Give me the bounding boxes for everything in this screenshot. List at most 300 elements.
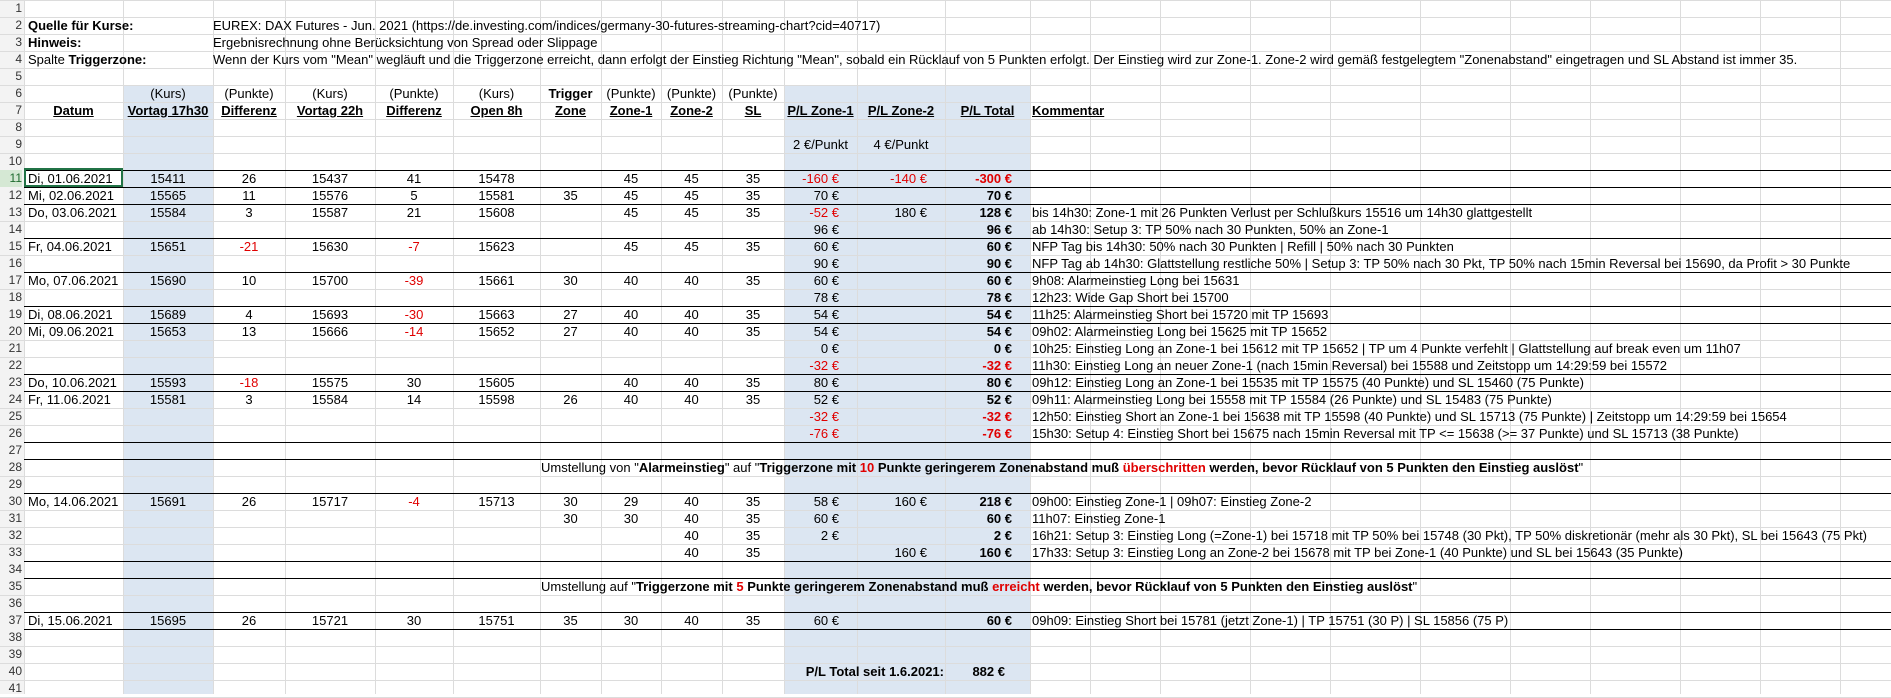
row-number[interactable]: 29 (8, 477, 22, 491)
cell-z2[interactable]: 40 (684, 613, 699, 628)
note-row35[interactable] (541, 578, 1417, 595)
row-number[interactable]: 34 (8, 562, 22, 576)
row-number[interactable]: 3 (15, 35, 22, 49)
cell-trig[interactable] (540, 527, 601, 544)
cell-d1[interactable]: 26 (241, 494, 257, 509)
header-top-date[interactable] (24, 85, 123, 102)
cell-pl2[interactable] (857, 612, 927, 629)
row-number[interactable]: 4 (15, 52, 22, 66)
header-sl[interactable]: SL (744, 103, 762, 118)
row-number[interactable]: 35 (8, 579, 22, 593)
header-date[interactable]: Datum (53, 103, 94, 118)
cell-date[interactable]: Do, 03.06.2021 (28, 205, 117, 220)
cell-v17[interactable] (123, 527, 213, 544)
cell-open[interactable] (453, 340, 540, 357)
cell-z2[interactable]: 45 (684, 205, 699, 220)
cell-sl[interactable] (722, 340, 784, 357)
cell-plt[interactable]: 128 € (979, 205, 1012, 220)
cell-pl2[interactable] (857, 255, 927, 272)
cell-d1[interactable] (213, 357, 285, 374)
cell-sl[interactable]: 35 (745, 239, 761, 254)
cell-trig[interactable] (540, 221, 601, 238)
trigger-label[interactable] (28, 51, 147, 68)
cell-plt[interactable]: 218 € (979, 494, 1012, 509)
header-plt[interactable]: P/L Total (960, 103, 1015, 118)
cell-trig[interactable]: 35 (563, 188, 578, 203)
cell-d2[interactable] (375, 289, 453, 306)
cell-open[interactable] (453, 408, 540, 425)
cell-plt[interactable]: 60 € (986, 239, 1012, 254)
cell-comment[interactable]: 12h50: Einstieg Short an Zone-1 bei 15638 mit TP 15598 (40 Punkte) und SL 15713 (75 Punkte) | Zeitstopp um 14:29:59 bei 15654 (1032, 409, 1787, 424)
cell-z1[interactable] (601, 340, 661, 357)
header-top-v22[interactable]: (Kurs) (312, 86, 348, 101)
cell-pl1[interactable]: 96 € (813, 222, 839, 237)
cell-pl2[interactable] (857, 272, 927, 289)
cell-comment[interactable]: ab 14h30: Setup 3: TP 50% nach 30 Punkten, 50% an Zone-1 (1032, 222, 1389, 237)
cell-open[interactable] (453, 527, 540, 544)
row-number[interactable]: 25 (8, 409, 22, 423)
cell-sl[interactable]: 35 (745, 171, 761, 186)
cell-d1[interactable]: 11 (242, 188, 256, 203)
cell-d2[interactable] (375, 425, 453, 442)
cell-v22[interactable]: 15693 (311, 307, 349, 322)
cell-pl2[interactable] (857, 187, 927, 204)
cell-pl1[interactable]: 60 € (813, 273, 839, 288)
source-label[interactable]: Quelle für Kurse: (28, 18, 134, 33)
cell-trig[interactable] (540, 357, 601, 374)
row-number[interactable]: 14 (8, 222, 22, 236)
cell-z1[interactable] (601, 289, 661, 306)
cell-pl2[interactable]: -140 € (890, 171, 927, 186)
cell-z1[interactable]: 30 (623, 613, 639, 628)
cell-v17[interactable] (123, 289, 213, 306)
cell-v22[interactable]: 15630 (311, 239, 349, 254)
cell-z2[interactable]: 40 (684, 273, 699, 288)
cell-d1[interactable] (213, 425, 285, 442)
cell-sl[interactable] (722, 357, 784, 374)
cell-pl1[interactable]: 70 € (813, 188, 839, 203)
header-open[interactable]: Open 8h (470, 103, 523, 118)
row-number[interactable]: 24 (8, 392, 22, 406)
row-number[interactable]: 20 (8, 324, 22, 338)
hint-label[interactable]: Hinweis: (28, 35, 82, 50)
cell-v17[interactable] (123, 255, 213, 272)
cell-pl1[interactable]: 0 € (820, 341, 839, 356)
cell-open[interactable]: 15581 (478, 188, 515, 203)
cell-trig[interactable]: 30 (563, 273, 578, 288)
cell-comment[interactable]: 09h11: Alarmeinstieg Long bei 15558 mit TP 15584 (26 Punkte) und SL 15483 (75 Punkte) (1032, 392, 1552, 407)
cell-plt[interactable]: 70 € (986, 188, 1012, 203)
row-number[interactable]: 1 (15, 1, 22, 15)
cell-v17[interactable]: 15691 (149, 494, 187, 509)
cell-trig[interactable] (540, 544, 601, 561)
cell-trig[interactable]: 35 (563, 613, 578, 628)
header-top-d1[interactable]: (Punkte) (224, 86, 274, 101)
header-comment[interactable]: Kommentar (1032, 103, 1105, 118)
cell-sl[interactable]: 35 (745, 528, 761, 543)
cell-v22[interactable]: 15584 (311, 392, 349, 407)
cell-plt[interactable]: 52 € (986, 392, 1012, 407)
total-label[interactable]: P/L Total seit 1.6.2021: (805, 664, 944, 679)
row-number[interactable]: 12 (8, 188, 22, 202)
cell-d1[interactable]: -21 (239, 239, 259, 254)
row-number[interactable]: 40 (8, 664, 22, 678)
trigger-value[interactable]: Wenn der Kurs vom "Mean" wegläuft und die Triggerzone erreicht, dann erfolgt der Einstieg Richtung "Mean", sobald ein Rücklauf von 5 Punkten erfolgt. Der Einstieg wird zur Zone-1. Zone-2 wird gemäß festgelegtem "Zonenabstand" eingetragen und SL Abstand ist immer 35. (213, 52, 1798, 67)
cell-d2[interactable] (375, 408, 453, 425)
cell-z2[interactable]: 45 (684, 188, 699, 203)
cell-comment[interactable]: 10h25: Einstieg Long an Zone-1 bei 15612 mit TP 15652 | TP um 4 Punkte verfehlt | Glattstellung auf break even um 11h07 (1032, 341, 1741, 356)
header-d1[interactable]: Differenz (221, 103, 277, 118)
cell-comment[interactable]: NFP Tag ab 14h30: Glattstellung restliche 50% | Setup 3: TP 50% nach 30 Pkt, TP 50% nach 15min Reversal bei 15690, da Profit > 30 Punkte (1032, 256, 1851, 271)
cell-d2[interactable] (375, 340, 453, 357)
cell-v22[interactable] (285, 527, 375, 544)
cell-z2[interactable] (661, 408, 722, 425)
cell-z1[interactable] (601, 527, 661, 544)
cell-v17[interactable]: 15565 (149, 188, 187, 203)
cell-d1[interactable]: 4 (245, 307, 253, 322)
cell-z1[interactable]: 40 (623, 273, 639, 288)
cell-d2[interactable]: 41 (406, 171, 422, 186)
cell-trig[interactable] (540, 340, 601, 357)
cell-v17[interactable]: 15651 (149, 239, 187, 254)
cell-z2[interactable]: 40 (684, 307, 699, 322)
cell-plt[interactable]: 60 € (986, 511, 1012, 526)
cell-v22[interactable]: 15721 (311, 613, 349, 628)
cell-z1[interactable] (601, 221, 661, 238)
row-number[interactable]: 18 (8, 290, 22, 304)
cell-d2[interactable]: 14 (406, 392, 422, 407)
cell-open[interactable] (453, 510, 540, 527)
cell-v22[interactable]: 15717 (311, 494, 349, 509)
cell-v22[interactable] (285, 340, 375, 357)
cell-pl2[interactable] (857, 306, 927, 323)
cell-d1[interactable]: 10 (241, 273, 257, 288)
header-z2[interactable]: Zone-2 (670, 103, 713, 118)
header-top-z1[interactable]: (Punkte) (606, 86, 656, 101)
cell-z1[interactable]: 40 (623, 392, 639, 407)
cell-v22[interactable]: 15575 (311, 375, 349, 390)
cell-pl1[interactable]: -76 € (809, 426, 839, 441)
cell-date[interactable]: Mo, 14.06.2021 (28, 494, 119, 509)
header-top-v17[interactable]: (Kurs) (150, 86, 186, 101)
cell-v22[interactable]: 15700 (311, 273, 349, 288)
cell-date[interactable]: Fr, 11.06.2021 (28, 392, 111, 407)
cell-open[interactable] (453, 357, 540, 374)
cell-sl[interactable]: 35 (745, 494, 761, 509)
cell-trig[interactable] (540, 255, 601, 272)
cell-d1[interactable] (213, 510, 285, 527)
cell-v17[interactable] (123, 510, 213, 527)
cell-v22[interactable] (285, 408, 375, 425)
cell-open[interactable]: 15598 (478, 392, 515, 407)
cell-v17[interactable]: 15689 (149, 307, 187, 322)
cell-date[interactable]: Di, 08.06.2021 (28, 307, 113, 322)
cell-pl1[interactable]: 58 € (813, 494, 839, 509)
cell-z1[interactable]: 40 (623, 375, 639, 390)
row-number[interactable]: 17 (8, 273, 22, 287)
cell-v17[interactable]: 15690 (149, 273, 187, 288)
cell-pl2[interactable] (857, 238, 927, 255)
cell-trig[interactable] (540, 289, 601, 306)
cell-comment[interactable]: 09h00: Einstieg Zone-1 | 09h07: Einstieg Zone-2 (1032, 494, 1312, 509)
cell-comment[interactable]: NFP Tag bis 14h30: 50% nach 30 Punkten | Refill | 50% nach 30 Punkten (1032, 239, 1454, 254)
cell-pl2[interactable] (857, 289, 927, 306)
cell-d2[interactable]: 30 (406, 375, 422, 390)
cell-v17[interactable]: 15695 (149, 613, 187, 628)
header-trig[interactable]: Zone (554, 103, 587, 118)
cell-pl2[interactable] (857, 391, 927, 408)
cell-v17[interactable]: 15593 (149, 375, 187, 390)
cell-v22[interactable]: 15576 (311, 188, 349, 203)
cell-date[interactable]: Di, 15.06.2021 (28, 613, 113, 628)
header-top-sl[interactable]: (Punkte) (728, 86, 778, 101)
cell-z2[interactable] (661, 255, 722, 272)
cell-trig[interactable] (540, 425, 601, 442)
cell-sl[interactable] (722, 425, 784, 442)
cell-pl1[interactable]: -52 € (809, 205, 839, 220)
cell-comment[interactable]: 09h12: Einstieg Long an Zone-1 bei 15535 mit TP 15575 (40 Punkte) und SL 15460 (75 Punkte) (1032, 375, 1584, 390)
cell-pl1[interactable]: 90 € (813, 256, 839, 271)
cell-z1[interactable]: 40 (623, 307, 639, 322)
cell-d2[interactable]: -39 (404, 273, 424, 288)
header-v22[interactable]: Vortag 22h (296, 103, 364, 118)
cell-z1[interactable] (601, 357, 661, 374)
row-number[interactable]: 19 (8, 307, 22, 321)
cell-pl2[interactable] (857, 527, 927, 544)
cell-d1[interactable] (213, 527, 285, 544)
cell-d2[interactable]: -7 (408, 239, 420, 254)
cell-z2[interactable]: 40 (684, 392, 699, 407)
cell-v22[interactable]: 15666 (311, 324, 349, 339)
cell-comment[interactable]: 11h25: Alarmeinstieg Short bei 15720 mit TP 15693 (1032, 307, 1329, 322)
cell-date[interactable]: Di, 01.06.2021 (28, 171, 113, 186)
cell-z2[interactable]: 40 (684, 375, 699, 390)
cell-pl1[interactable]: 60 € (813, 511, 839, 526)
cell-trig[interactable]: 27 (563, 307, 578, 322)
cell-z2[interactable]: 40 (684, 528, 699, 543)
row-number[interactable]: 31 (8, 511, 22, 525)
cell-z1[interactable] (601, 408, 661, 425)
cell-sl[interactable] (722, 289, 784, 306)
cell-z2[interactable] (661, 221, 722, 238)
cell-d2[interactable]: -30 (404, 307, 424, 322)
cell-sl[interactable]: 35 (745, 511, 761, 526)
cell-sl[interactable] (722, 255, 784, 272)
cell-z1[interactable] (601, 425, 661, 442)
cell-pl1[interactable]: 60 € (813, 239, 839, 254)
cell-sl[interactable]: 35 (745, 545, 761, 560)
cell-z2[interactable]: 45 (684, 171, 699, 186)
cell-trig[interactable]: 30 (563, 511, 578, 526)
cell-d1[interactable] (213, 255, 285, 272)
cell-plt[interactable]: 60 € (986, 613, 1012, 628)
cell-pl2[interactable]: 180 € (894, 205, 927, 220)
cell-comment[interactable]: 09h09: Einstieg Short bei 15781 (jetzt Zone-1) | TP 15751 (30 P) | SL 15856 (75 P) (1032, 613, 1509, 628)
cell-d2[interactable]: -4 (408, 494, 420, 509)
cell-open[interactable]: 15663 (478, 307, 515, 322)
cell-d1[interactable]: -18 (239, 375, 259, 390)
cell-plt[interactable]: 60 € (986, 273, 1012, 288)
row-number[interactable]: 33 (8, 545, 22, 559)
cell-trig[interactable] (540, 374, 601, 391)
cell-sl[interactable]: 35 (745, 324, 761, 339)
cell-z1[interactable] (601, 544, 661, 561)
cell-pl2[interactable] (857, 221, 927, 238)
note-row28[interactable] (541, 459, 1583, 476)
cell-pl2[interactable]: 160 € (894, 494, 927, 509)
cell-z2[interactable] (661, 340, 722, 357)
cell-date[interactable]: Mo, 07.06.2021 (28, 273, 119, 288)
cell-v22[interactable] (285, 425, 375, 442)
cell-plt[interactable]: -76 € (982, 426, 1012, 441)
cell-sl[interactable] (722, 221, 784, 238)
header-top-trig[interactable]: Trigger (548, 86, 593, 101)
cell-v22[interactable] (285, 357, 375, 374)
cell-pl1[interactable]: 54 € (813, 307, 839, 322)
row-number[interactable]: 41 (8, 681, 22, 695)
cell-pl1[interactable]: -160 € (802, 171, 839, 186)
cell-v17[interactable]: 15411 (150, 171, 186, 186)
cell-date[interactable]: Fr, 04.06.2021 (28, 239, 112, 254)
rate-zone1[interactable]: 2 €/Punkt (793, 137, 848, 152)
cell-date[interactable]: Do, 10.06.2021 (28, 375, 117, 390)
cell-z2[interactable]: 40 (684, 545, 699, 560)
cell-plt[interactable]: 96 € (986, 222, 1012, 237)
row-number[interactable]: 16 (8, 256, 22, 270)
cell-z1[interactable]: 45 (623, 205, 639, 220)
cell-d1[interactable]: 13 (241, 324, 257, 339)
cell-open[interactable]: 15623 (478, 239, 515, 254)
cell-plt[interactable]: 54 € (986, 307, 1012, 322)
cell-v17[interactable] (123, 357, 213, 374)
cell-d1[interactable] (213, 289, 285, 306)
cell-open[interactable]: 15751 (478, 613, 515, 628)
row-number[interactable]: 22 (8, 358, 22, 372)
cell-open[interactable]: 15605 (478, 375, 515, 390)
header-top-plt[interactable] (945, 85, 1030, 102)
cell-open[interactable]: 15652 (478, 324, 515, 339)
cell-pl1[interactable]: 60 € (813, 613, 839, 628)
cell-comment[interactable]: 12h23: Wide Gap Short bei 15700 (1032, 290, 1229, 305)
cell-comment[interactable]: 9h08: Alarmeinstieg Long bei 15631 (1032, 273, 1240, 288)
cell-v22[interactable]: 15587 (311, 205, 349, 220)
cell-d2[interactable] (375, 527, 453, 544)
cell-comment[interactable]: 09h02: Alarmeinstieg Long bei 15625 mit TP 15652 (1032, 324, 1328, 339)
header-top-d2[interactable]: (Punkte) (389, 86, 439, 101)
cell-pl2[interactable] (857, 323, 927, 340)
cell-d1[interactable]: 3 (245, 392, 253, 407)
cell-open[interactable]: 15713 (478, 494, 515, 509)
cell-d2[interactable]: 5 (410, 188, 418, 203)
cell-d1[interactable]: 26 (241, 171, 257, 186)
cell-pl2[interactable] (857, 510, 927, 527)
cell-pl1[interactable] (784, 544, 839, 561)
row-number[interactable]: 27 (8, 443, 22, 457)
cell-d1[interactable]: 3 (245, 205, 253, 220)
row-number[interactable]: 8 (15, 120, 22, 134)
cell-comment[interactable]: 15h30: Setup 4: Einstieg Short bei 15675 nach 15min Reversal mit TP <= 15638 (>= 37 Punkte) und SL 15713 (38 Punkte) (1032, 426, 1739, 441)
cell-z1[interactable] (601, 255, 661, 272)
cell-plt[interactable]: 54 € (986, 324, 1012, 339)
row-number[interactable]: 7 (15, 103, 22, 117)
header-top-comment[interactable] (1030, 85, 1891, 102)
cell-sl[interactable]: 35 (745, 613, 761, 628)
row-number[interactable]: 21 (8, 341, 22, 355)
cell-pl1[interactable]: 78 € (813, 290, 839, 305)
cell-trig[interactable]: 30 (563, 494, 578, 509)
cell-trig[interactable] (540, 170, 601, 187)
cell-z2[interactable]: 40 (684, 494, 699, 509)
cell-open[interactable]: 15478 (478, 171, 515, 186)
row-number[interactable]: 15 (8, 239, 22, 253)
cell-pl2[interactable] (857, 374, 927, 391)
cell-v17[interactable]: 15653 (149, 324, 187, 339)
cell-pl2[interactable] (857, 357, 927, 374)
row-number[interactable]: 39 (8, 647, 22, 661)
cell-trig[interactable]: 26 (563, 392, 578, 407)
cell-z1[interactable]: 45 (623, 188, 639, 203)
row-number[interactable]: 10 (8, 154, 22, 168)
row-number[interactable]: 9 (15, 137, 22, 151)
cell-z1[interactable]: 29 (623, 494, 639, 509)
cell-pl2[interactable] (857, 425, 927, 442)
cell-plt[interactable]: 78 € (986, 290, 1012, 305)
row-number[interactable]: 30 (8, 494, 22, 508)
cell-v22[interactable] (285, 221, 375, 238)
cell-d2[interactable] (375, 221, 453, 238)
cell-z2[interactable] (661, 289, 722, 306)
row-number[interactable]: 6 (15, 86, 22, 100)
cell-v17[interactable] (123, 408, 213, 425)
cell-z2[interactable]: 40 (684, 511, 699, 526)
cell-z2[interactable]: 45 (684, 239, 699, 254)
cell-plt[interactable]: 90 € (986, 256, 1012, 271)
source-value[interactable]: EUREX: DAX Futures - Jun. 2021 (https://de.investing.com/indices/germany-30-futures-streaming-chart?cid=40717) (213, 18, 881, 33)
cell-z1[interactable]: 40 (623, 324, 639, 339)
cell-d1[interactable] (213, 408, 285, 425)
cell-sl[interactable] (722, 408, 784, 425)
cell-v17[interactable] (123, 425, 213, 442)
cell-open[interactable] (453, 544, 540, 561)
cell-d1[interactable] (213, 340, 285, 357)
row-number[interactable]: 28 (8, 460, 22, 474)
header-top-open[interactable]: (Kurs) (478, 86, 515, 101)
cell-open[interactable]: 15661 (478, 273, 515, 288)
cell-pl1[interactable]: -32 € (809, 409, 839, 424)
cell-pl2[interactable] (857, 340, 927, 357)
cell-trig[interactable]: 27 (563, 324, 578, 339)
header-d2[interactable]: Differenz (386, 103, 442, 118)
row-number[interactable]: 11 (0, 170, 22, 187)
cell-v17[interactable]: 15584 (149, 205, 187, 220)
cell-d2[interactable]: 30 (406, 613, 422, 628)
cell-v22[interactable]: 15437 (311, 171, 349, 186)
cell-d2[interactable]: -14 (404, 324, 424, 339)
row-number[interactable]: 2 (15, 18, 22, 32)
cell-open[interactable]: 15608 (478, 205, 515, 220)
cell-plt[interactable]: 160 € (979, 545, 1012, 560)
cell-v17[interactable] (123, 221, 213, 238)
cell-d2[interactable]: 21 (406, 205, 422, 220)
header-pl1[interactable]: P/L Zone-1 (787, 103, 854, 118)
cell-z1[interactable]: 45 (623, 171, 639, 186)
header-v17[interactable]: Vortag 17h30 (127, 103, 209, 118)
cell-trig[interactable] (540, 408, 601, 425)
cell-pl1[interactable]: -32 € (809, 358, 839, 373)
cell-pl1[interactable]: 80 € (813, 375, 839, 390)
rate-zone2[interactable]: 4 €/Punkt (873, 137, 929, 152)
cell-sl[interactable]: 35 (745, 375, 761, 390)
